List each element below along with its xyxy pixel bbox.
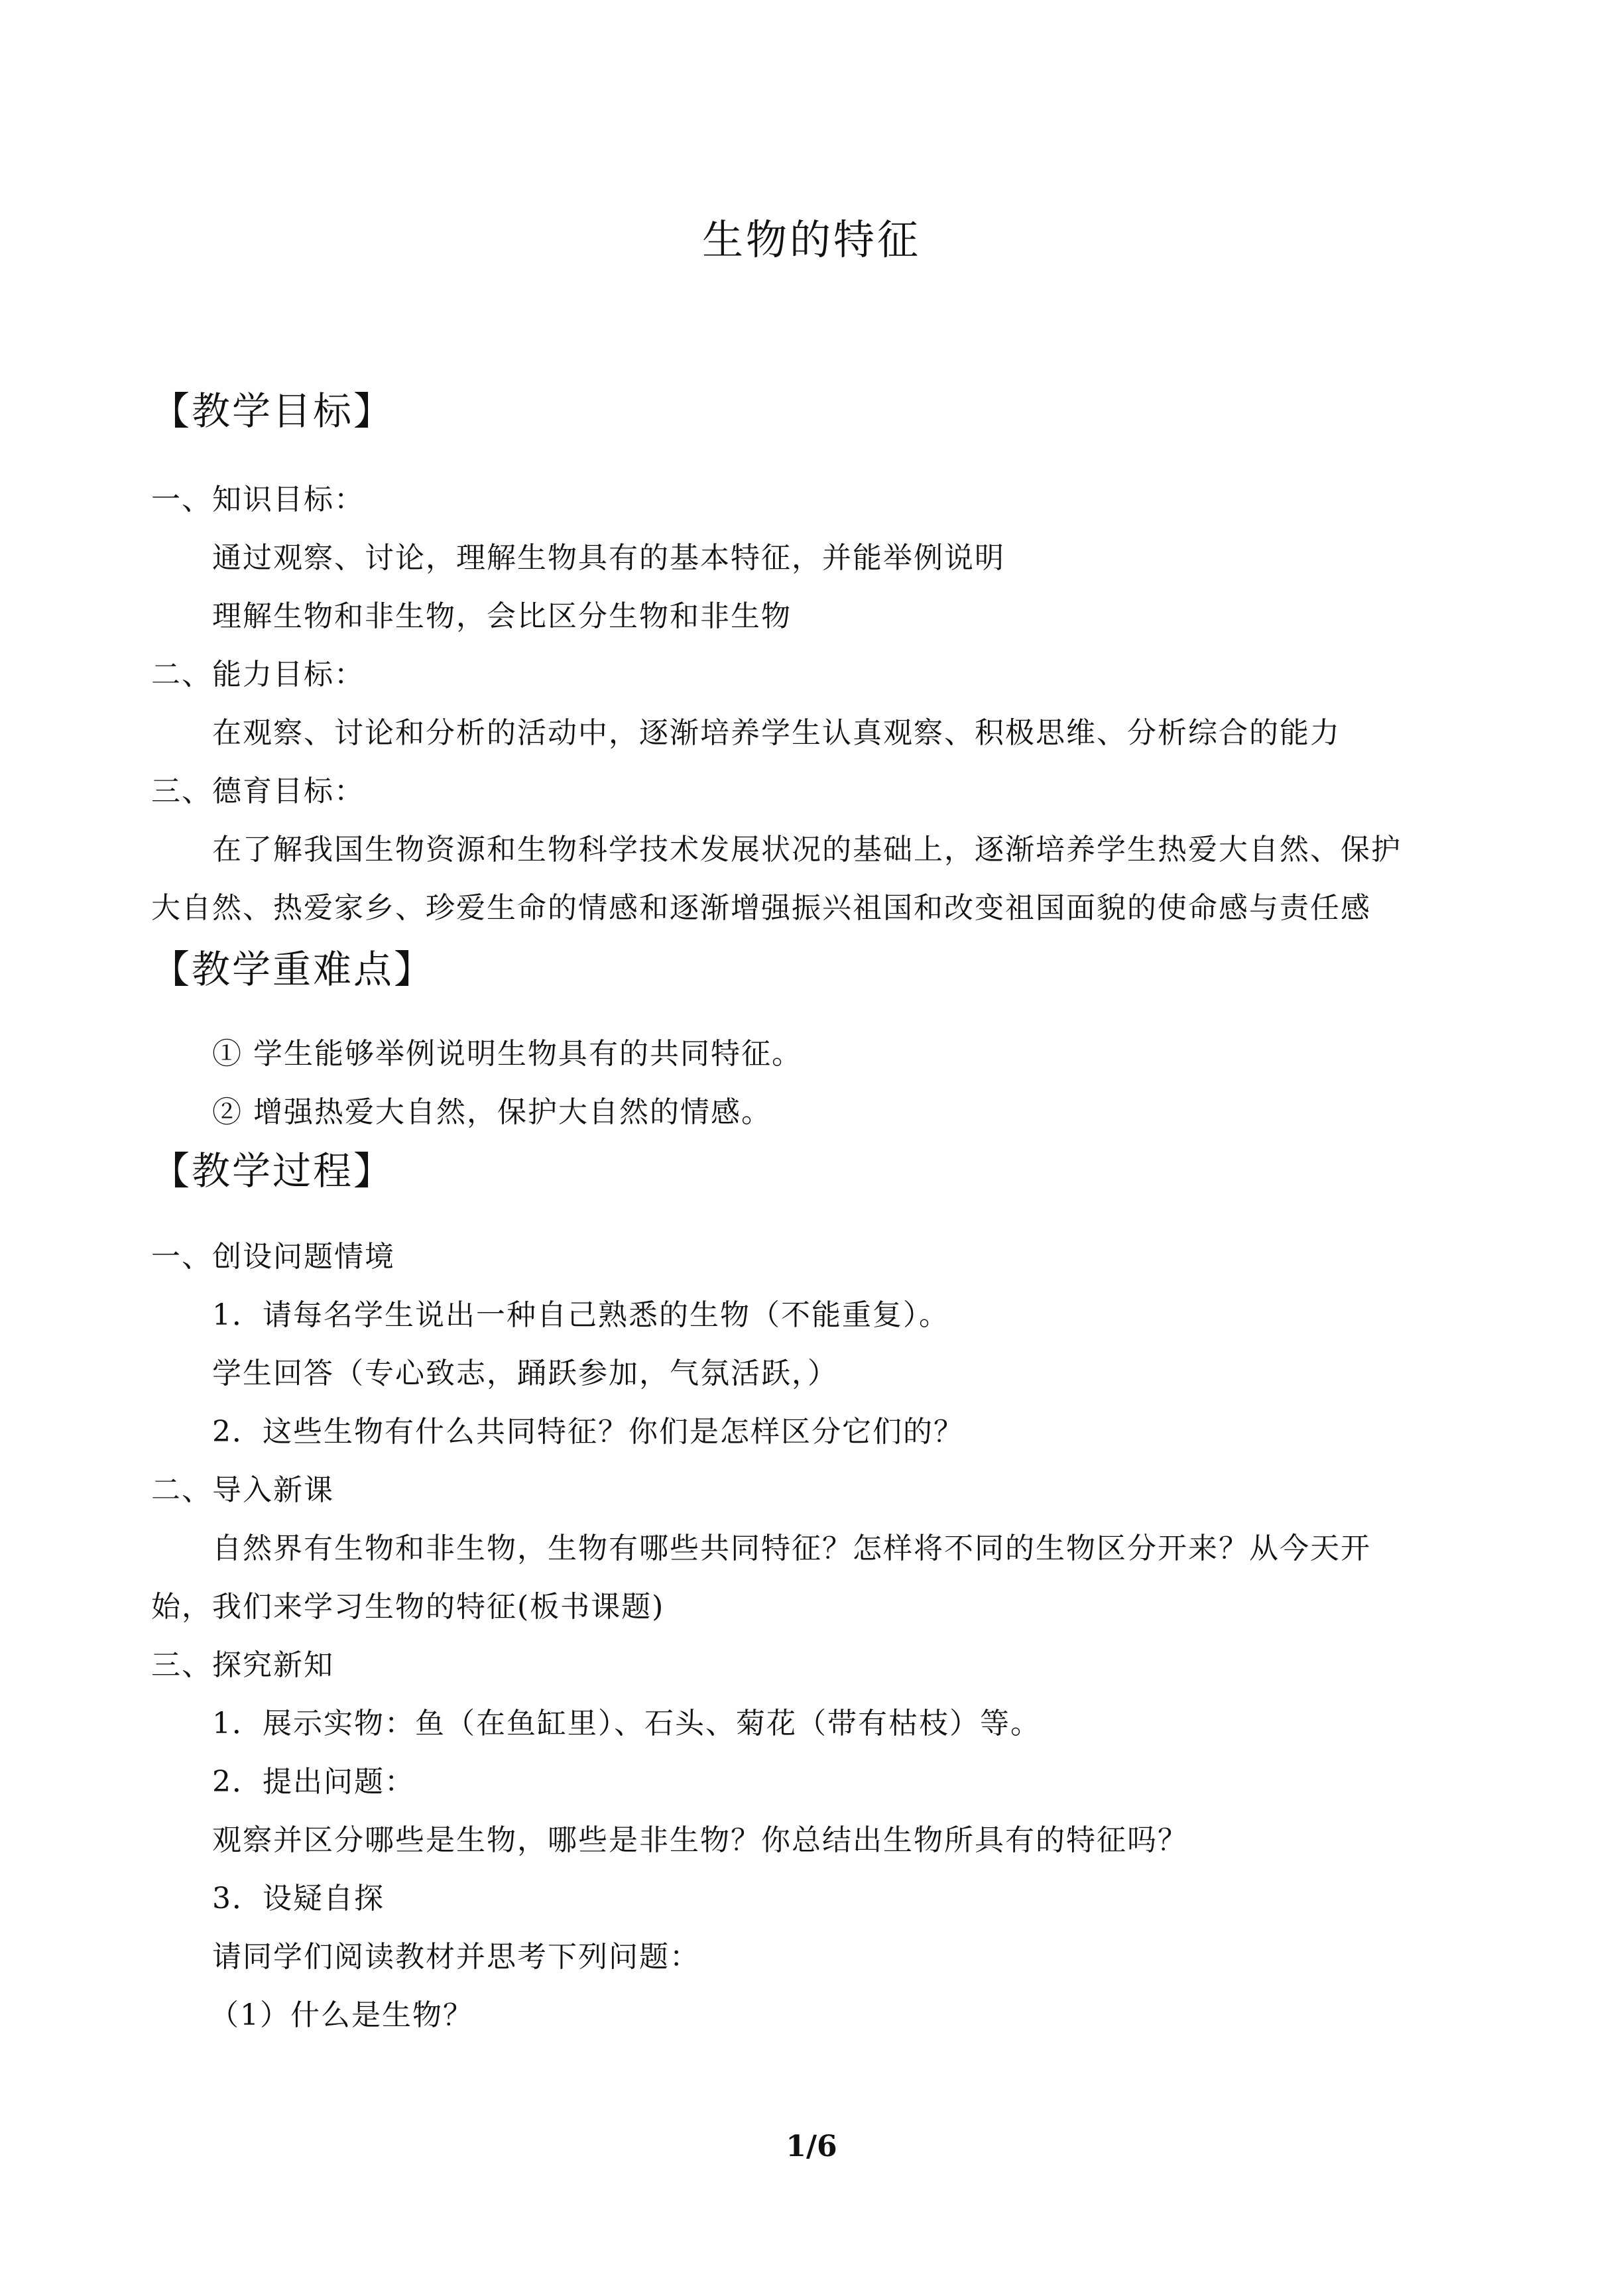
process-step-heading: 一、创设问题情境 [151,1240,395,1274]
process-step-heading: 三、探究新知 [151,1648,334,1682]
section-heading-key-points: 【教学重难点】 [151,947,435,992]
key-point-item: ② 增强热爱大自然，保护大自然的情感。 [212,1095,772,1129]
process-step-text: 观察并区分哪些是生物，哪些是非生物？你总结出生物所具有的特征吗？ [212,1823,1188,1857]
moral-objective-text-continued: 大自然、热爱家乡、珍爱生命的情感和逐渐增强振兴祖国和改变祖国面貌的使命感与责任感 [151,891,1371,925]
page-number: 1/6 [786,2130,837,2163]
process-step-text-continued: 始，我们来学习生物的特征(板书课题) [151,1590,665,1624]
process-step-text: 学生回答（专心致志，踊跃参加，气氛活跃，） [212,1357,838,1390]
knowledge-objective-text: 通过观察、讨论，理解生物具有的基本特征，并能举例说明 [212,541,1005,575]
process-step-text: 3．设疑自探 [212,1882,385,1915]
section-heading-process: 【教学过程】 [151,1148,394,1193]
knowledge-objective-text: 理解生物和非生物，会比区分生物和非生物 [212,599,792,633]
moral-objective-heading: 三、德育目标： [151,774,365,808]
process-step-text: 自然界有生物和非生物，生物有哪些共同特征？怎样将不同的生物区分开来？从今天开 [212,1532,1371,1565]
process-step-text: 2．这些生物有什么共同特征？你们是怎样区分它们的？ [212,1415,964,1449]
moral-objective-text: 在了解我国生物资源和生物科学技术发展状况的基础上，逐渐培养学生热爱大自然、保护 [212,833,1402,867]
key-point-item: ① 学生能够举例说明生物具有的共同特征。 [212,1037,802,1071]
process-step-text: 1．展示实物：鱼（在鱼缸里）、石头、菊花（带有枯枝）等。 [212,1707,1041,1740]
process-step-text: 2．提出问题： [212,1765,415,1799]
ability-objective-text: 在观察、讨论和分析的活动中，逐渐培养学生认真观察、积极思维、分析综合的能力 [212,716,1341,750]
process-step-text: 1．请每名学生说出一种自己熟悉的生物（不能重复）。 [212,1298,949,1332]
process-step-text: 请同学们阅读教材并思考下列问题： [212,1940,700,1974]
ability-objective-heading: 二、能力目标： [151,658,365,692]
process-step-text: （1）什么是生物？ [210,1998,473,2032]
document-title: 生物的特征 [701,215,921,264]
process-step-heading: 二、导入新课 [151,1473,334,1507]
section-heading-objectives: 【教学目标】 [151,389,394,434]
knowledge-objective-heading: 一、知识目标： [151,483,365,516]
